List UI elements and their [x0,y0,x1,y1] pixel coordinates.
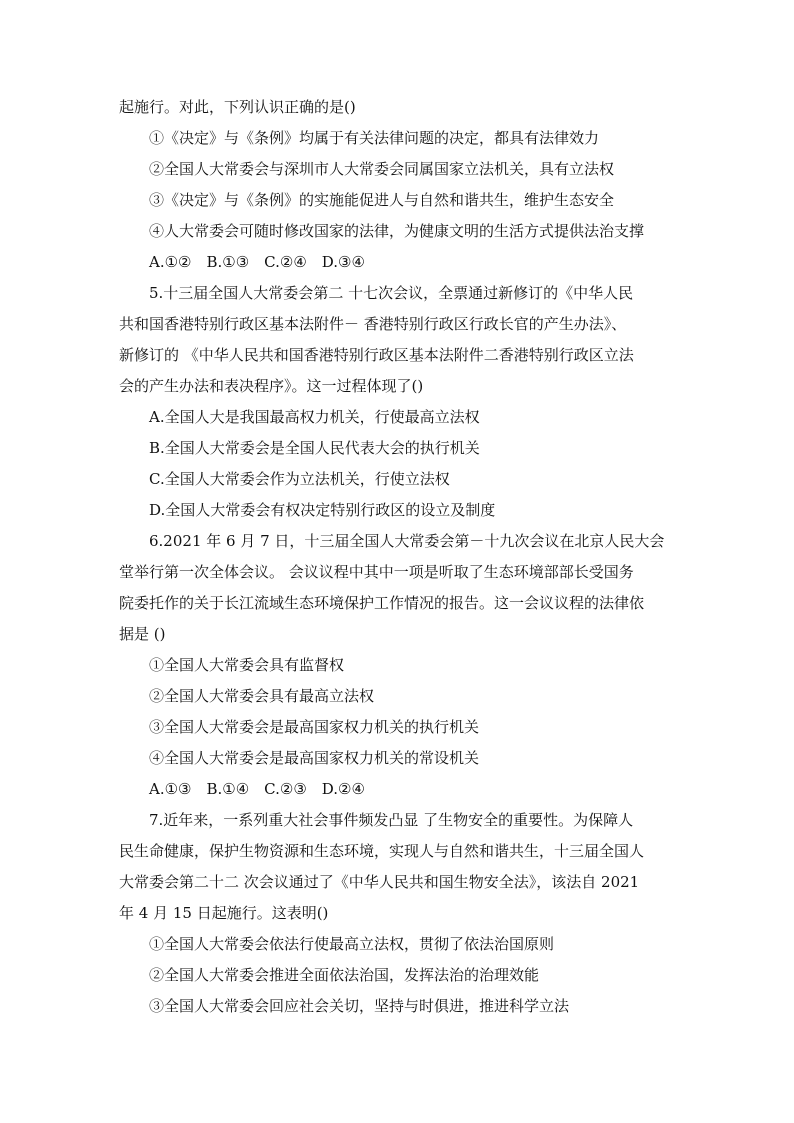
statement-q7-1: ①全国人大常委会依法行使最高立法权，贯彻了依法治国原则 [149,935,555,953]
question-5-line-2: 共和国香港特别行政区基本法附件－ 香港特别行政区行政长官的产生办法》、 [119,315,627,333]
statement-q6-2: ②全国人大常委会具有最高立法权 [149,687,375,705]
statement-3: ③《决定》与《条例》的实施能促进人与自然和谐共生，维护生态安全 [149,191,615,209]
option-d-q5: D.全国人大常委会有权决定特别行政区的设立及制度 [149,501,496,519]
question-7-line-4: 年 4 月 15 日起施行。这表明() [119,904,329,922]
option-b-q5: B.全国人大常委会是全国人民代表大会的执行机关 [149,439,480,457]
question-6-line-1: 6.2021 年 6 月 7 日，十三届全国人大常委会第－十九次会议在北京人民大会 [149,532,665,550]
question-6-line-2: 堂举行第一次全体会议。 会议议程中其中一项是听取了生态环境部部长受国务 [119,563,634,581]
question-6-line-4: 据是 () [119,625,166,643]
question-7-line-2: 民生命健康，保护生物资源和生态环境，实现人与自然和谐共生，十三届全国人 [119,842,645,860]
question-7-line-3: 大常委会第二十二 次会议通过了《中华人民共和国生物安全法》，该法自 2021 [119,873,640,891]
statement-q6-1: ①全国人大常委会具有监督权 [149,656,345,674]
statement-1: ①《决定》与《条例》均属于有关法律问题的决定，都具有法律效力 [149,129,600,147]
answer-options-q6: A.①③ B.①④ C.②③ D.②④ [149,780,365,798]
question-7-line-1: 7.近年来，一系列重大社会事件频发凸显 了生物安全的重要性。为保障人 [149,811,634,829]
option-a-q5: A.全国人大是我国最高权力机关，行使最高立法权 [149,408,480,426]
answer-options-q4: A.①② B.①③ C.②④ D.③④ [149,253,365,271]
statement-4: ④人大常委会可随时修改国家的法律，为健康文明的生活方式提供法治支撑 [149,222,645,240]
question-5-line-4: 会的产生办法和表决程序》。这一过程体现了() [119,377,424,395]
question-6-line-3: 院委托作的关于长江流域生态环境保护工作情况的报告。这一会议议程的法律依 [119,594,645,612]
statement-q7-3: ③全国人大常委会回应社会关切，坚持与时俱进，推进科学立法 [149,997,570,1015]
question-5-line-3: 新修订的 《中华人民共和国香港特别行政区基本法附件二香港特别行政区立法 [119,346,634,364]
statement-q6-3: ③全国人大常委会是最高国家权力机关的执行机关 [149,718,480,736]
statement-q7-2: ②全国人大常委会推进全面依法治国，发挥法治的治理效能 [149,966,540,984]
statement-q6-4: ④全国人大常委会是最高国家权力机关的常设机关 [149,749,480,767]
question-text [119,92,679,1022]
option-c-q5: C.全国人大常委会作为立法机关，行使立法权 [149,470,450,488]
text-line-continuation: 起施行。对此，下列认识正确的是() [119,98,356,116]
statement-2: ②全国人大常委会与深圳市人大常委会同属国家立法机关，具有立法权 [149,160,615,178]
question-5-line-1: 5.十三届全国人大常委会第二 十七次会议，全票通过新修订的《中华人民 [149,284,634,302]
